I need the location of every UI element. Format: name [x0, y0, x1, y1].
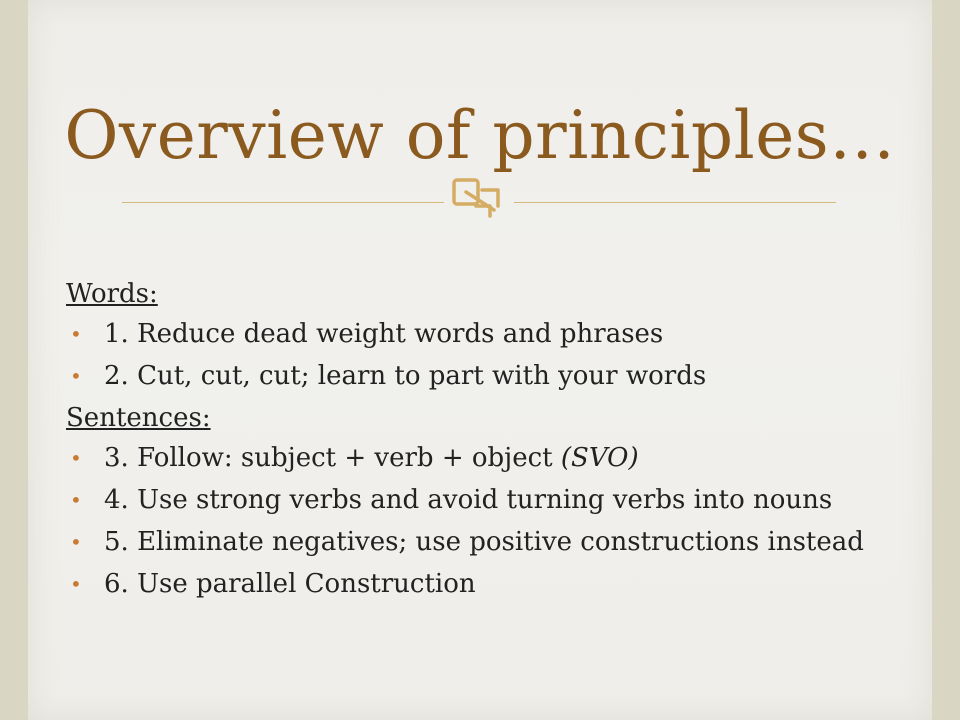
bullet-icon: •: [70, 572, 82, 596]
slide-content: [66, 278, 908, 610]
title-divider-right: [514, 202, 836, 203]
sentences-list: [66, 442, 908, 600]
list-item: • 3. Follow: subject + verb + object (SVO): [70, 443, 639, 473]
bullet-icon: •: [70, 488, 82, 512]
bullet-icon: •: [70, 322, 82, 346]
bullet-icon: •: [70, 364, 82, 388]
section-heading-sentences: Sentences:: [66, 403, 211, 433]
bullet-icon: •: [70, 446, 82, 470]
bullet-icon: •: [70, 530, 82, 554]
title-divider-left: [122, 202, 444, 203]
list-item: • 2. Cut, cut, cut; learn to part with your words: [70, 361, 707, 391]
ornament-icon: [446, 172, 512, 222]
list-item: • 6. Use parallel Construction: [70, 569, 476, 599]
svo-emphasis: (SVO): [560, 443, 639, 473]
words-list: [66, 318, 908, 392]
section-heading-words: Words:: [66, 279, 158, 309]
list-item: • 1. Reduce dead weight words and phrases: [70, 319, 664, 349]
list-item: • 5. Eliminate negatives; use positive constructions instead: [70, 527, 864, 557]
slide-title: Overview of principles…: [64, 97, 896, 174]
list-item: • 4. Use strong verbs and avoid turning verbs into nouns: [70, 485, 833, 515]
